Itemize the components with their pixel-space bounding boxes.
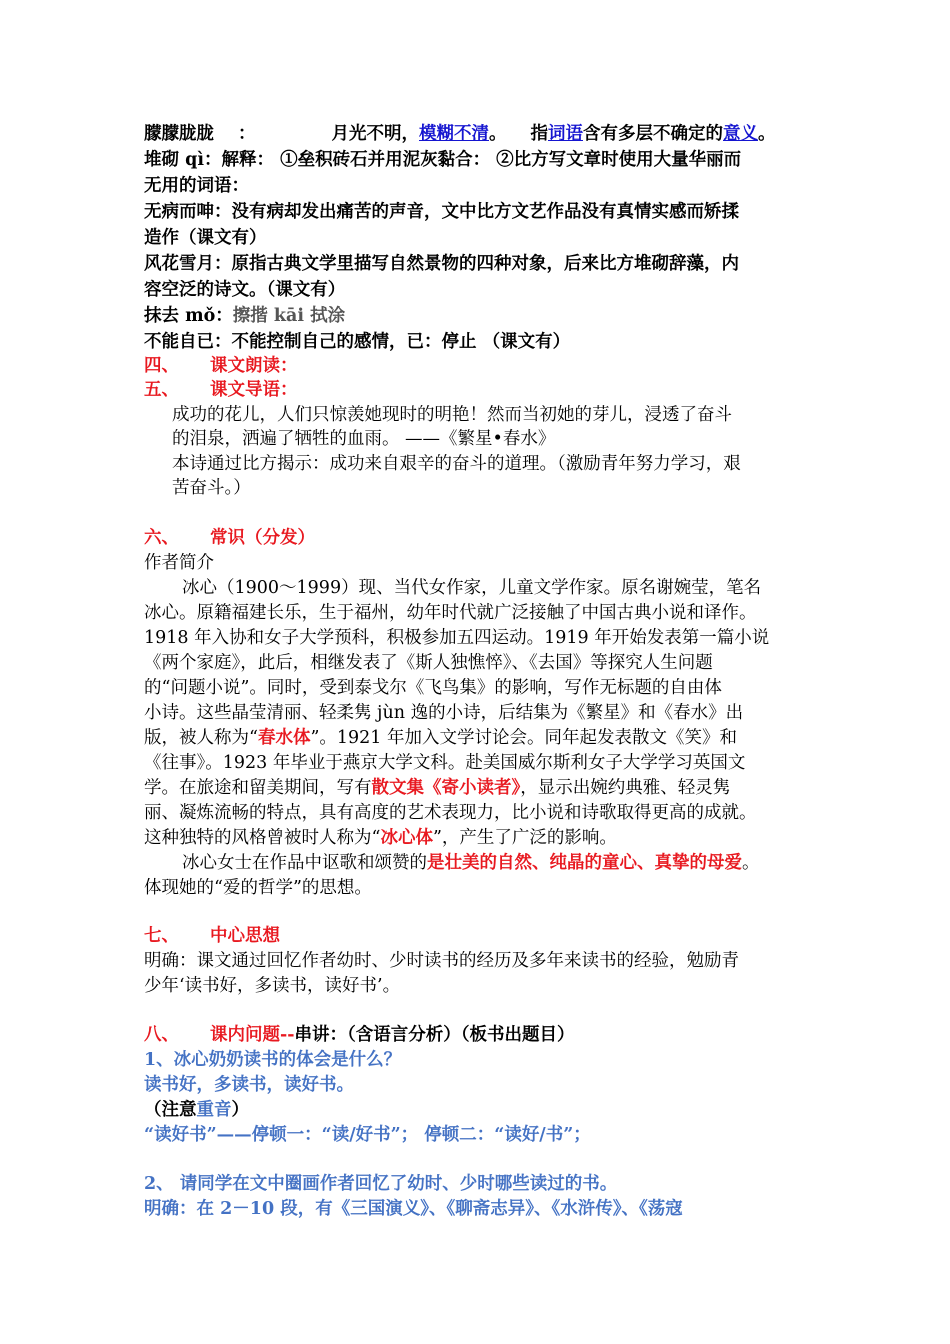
highlight-chunshuiti: 春水体: [257, 728, 311, 748]
author-bio-line: 小诗。这些晶莹清丽、轻柔隽 jùn 逸的小诗，后结集为《繁星》和《春水》出: [144, 703, 744, 723]
intro-note-line-2: 苦奋斗。）: [172, 478, 251, 498]
intro-note-line-1: 本诗通过比方揭示：成功来自艰辛的奋斗的道理。（激励青年努力学习，艰: [172, 454, 741, 474]
author-bio-line: 《两个家庭》，此后，相继发表了《斯人独憔悴》、《去国》等探究人生问题: [144, 653, 713, 673]
author-bio-line: 学。在旅途和留美期间，写有散文集《寄小读者》，显示出婉约典雅、轻灵隽: [144, 778, 731, 798]
author-bio-line: 丽、凝炼流畅的特点，具有高度的艺术表现力，比小说和诗歌取得更高的成就。: [144, 803, 757, 823]
author-intro-subtitle: 作者简介: [144, 553, 214, 573]
highlight-bingxinti: 冰心体: [380, 828, 433, 848]
question-2: 2、 请同学在文中圈画作者回忆了幼时、少时哪些读过的书。: [144, 1174, 618, 1194]
author-bio-line: 《往事》。1923 年毕业于燕京大学文科。赴美国威尔斯利女子大学学习英国文: [144, 753, 746, 773]
vocab-line-wubing-cont: 造作（课文有）: [144, 228, 267, 248]
author-bio-line: 体现她的“爱的哲学”的思想。: [144, 878, 372, 898]
author-bio-line: 1918 年入协和女子大学预科，积极参加五四运动。1919 年开始发表第一篇小说: [144, 628, 770, 648]
section-4-heading: 四、 课文朗读：: [144, 356, 298, 376]
vocab-line-duiqi: 堆砌 qì：解释： ①垒积砖石并用泥灰黏合： ②比方写文章时使用大量华丽而: [144, 150, 742, 170]
highlight-jixiaoduzhe: 散文集《寄小读者》: [371, 778, 521, 798]
link-ciyu[interactable]: 词语: [548, 124, 583, 144]
section-8-heading: 八、 课内问题--串讲：（含语言分析）（板书出题目）: [144, 1025, 575, 1045]
central-idea-line: 少年‘读书好，多读书，读好书’。: [144, 976, 401, 996]
link-mohu[interactable]: 模糊不清: [419, 124, 489, 144]
author-bio-line: 冰心女士在作品中讴歌和颂赞的是壮美的自然、纯晶的童心、真挚的母爱。: [182, 853, 760, 873]
intro-poem-line-2: 的泪泉，洒遍了牺牲的血雨。 ——《繁星•春水》: [172, 429, 556, 449]
vocab-line-wubing: 无病而呻：没有病却发出痛苦的声音，文中比方文艺作品没有真情实感而矫揉: [144, 202, 739, 222]
highlight-themes: 是壮美的自然、纯晶的童心、真挚的母爱: [427, 853, 742, 873]
central-idea-line: 明确：课文通过回忆作者幼时、少时读书的经历及多年来读书的经验，勉励青: [144, 951, 739, 971]
section-6-heading: 六、 常识（分发）: [144, 528, 315, 548]
section-5-heading: 五、 课文导语：: [144, 380, 298, 400]
author-bio-line: 这种独特的风格曾被时人称为“冰心体”，产生了广泛的影响。: [144, 828, 617, 848]
answer-2: 明确：在 2－10 段，有《三国演义》、《聊斋志异》、《水浒传》、《荡寇: [144, 1199, 683, 1219]
section-7-heading: 七、 中心思想: [144, 926, 280, 946]
question-1: 1、冰心奶奶读书的体会是什么？: [144, 1050, 402, 1070]
vocab-line-bunengziyi: 不能自已：不能控制自己的感情，已：停止 （课文有）: [144, 332, 571, 352]
vocab-line-fenghua: 风花雪月：原指古典文学里描写自然景物的四种对象，后来比方堆砌辞藻，内: [144, 254, 739, 274]
vocab-line-fenghua-cont: 容空泛的诗文。（课文有）: [144, 280, 346, 300]
stress-note: （注意重音）: [144, 1100, 249, 1120]
vocab-line-duiqi-cont: 无用的词语：: [144, 176, 249, 196]
answer-1: 读书好，多读书，读好书。: [144, 1075, 354, 1095]
pause-note: “读好书”——停顿一：“读/好书”； 停顿二：“读好/书”；: [144, 1125, 591, 1145]
intro-poem-line-1: 成功的花儿，人们只惊羡她现时的明艳！然而当初她的芽儿，浸透了奋斗: [172, 405, 732, 425]
author-bio-line: 的“问题小说”。同时，受到泰戈尔《飞鸟集》的影响，写作无标题的自由体: [144, 678, 722, 698]
vocab-line-menglong: 朦朦胧胧 ： 月光不明，模糊不清。 指词语含有多层不确定的意义。: [144, 124, 776, 144]
vocab-line-moqu: 抹去 mǒ：擦揩 kāi 拭涂: [144, 306, 346, 326]
author-bio-line: 版，被人称为“春水体”。1921 年加入文学讨论会。同年起发表散文《笑》和: [144, 728, 737, 748]
link-yiyi[interactable]: 意义: [723, 124, 758, 144]
author-bio-line: 冰心（1900～1999）现、当代女作家，儿童文学作家。原名谢婉莹，笔名: [182, 578, 762, 598]
author-bio-line: 冰心。原籍福建长乐，生于福州，幼年时代就广泛接触了中国古典小说和译作。: [144, 603, 757, 623]
vocab-term: 朦朦胧胧: [144, 124, 214, 144]
